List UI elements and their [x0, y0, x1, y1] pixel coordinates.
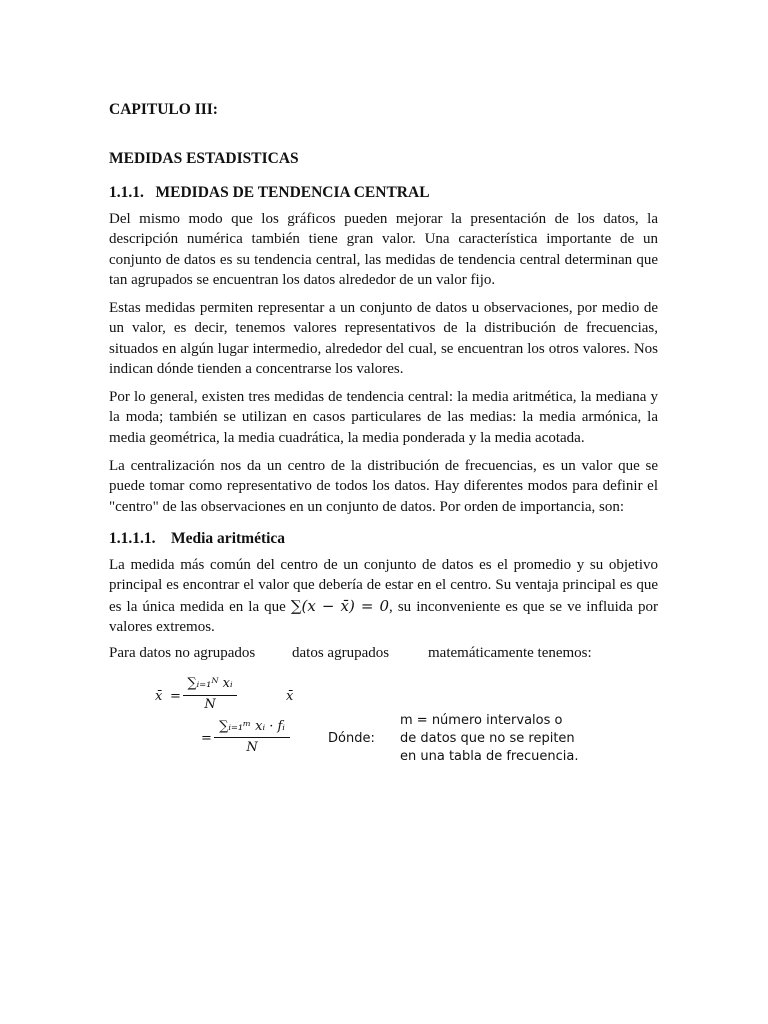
formula-2-numerator: ∑ᵢ₌₁ᵐ xᵢ · fᵢ [219, 719, 285, 734]
formula-1-fraction-bar [183, 695, 237, 696]
equals-sign-2: = [201, 731, 212, 746]
formula-1-denominator: N [204, 697, 216, 712]
donde-label: Dónde: [328, 731, 375, 746]
inline-formula: ∑(x − x̄) = 0 [290, 596, 390, 615]
formula-1-numerator: ∑ᵢ₌₁ᴺ xᵢ [187, 676, 233, 691]
definition-line-3: en una tabla de frecuencia. [400, 749, 579, 764]
equals-sign: = [170, 689, 181, 704]
paragraph-4: La centralización nos da un centro de la distribución de frecuencias, es un valor que se puede tomar como representativo de todos los datos. Hay diferentes modos para definir el "centro" de las observaciones en un conjunto de datos. Por orden de importancia, son: [109, 458, 658, 515]
subsubsection-heading: 1.1.1.1. Media aritmética [109, 530, 286, 547]
paragraph-2: Estas medidas permiten representar a un conjunto de datos u observaciones, por medio de un valor, es decir, tenemos valores representativos de la distribución de frecuencias, situados en algún lugar intermedio, alrededor del cual, se encuentran los otros valores. Nos indican dónde tienden a concentrarse los valores. [109, 300, 658, 378]
paragraph-3: Por lo general, existen tres medidas de tendencia central: la media aritmética, la mediana y la moda; también se utilizan en casos particulares de las medias: la media armónica, la media geométrica, la media cuadrática, la media ponderada y la media acotada. [109, 389, 658, 446]
label-agrupados: datos agrupados [292, 645, 390, 661]
formula-2-denominator: N [246, 740, 258, 755]
subsection-heading: 1.1.1. MEDIDAS DE TENDENCIA CENTRAL [109, 184, 430, 201]
label-no-agrupados: Para datos no agrupados [109, 645, 256, 661]
definition-line-1: m = número intervalos o [400, 713, 563, 728]
section-heading: MEDIDAS ESTADISTICAS [109, 150, 299, 167]
formula-2-fraction-bar [214, 737, 290, 738]
media-text-before: La medida más común del centro de un conjunto de datos es el promedio y su objetivo principal es encontrar el valor que debería de estar en el centro. Su ventaja principal es que es la única medida en la que [109, 557, 658, 615]
media-text-after: , su inconveniente es que se ve influida por valores extremos. [109, 598, 658, 636]
xbar-symbol: x̄ [155, 689, 163, 704]
label-matematicamente: matemáticamente tenemos: [428, 645, 592, 661]
media-paragraph [109, 555, 658, 638]
paragraph-1: Del mismo modo que los gráficos pueden mejorar la presentación de los datos, la descripción numérica también tiene gran valor. Una característica importante de un conjunto de datos es su tendencia central, las medidas de tendencia central determinan que tan agrupados se encuentran los datos alrededor de un valor fijo. [109, 211, 658, 289]
definition-line-2: de datos que no se repiten [400, 731, 575, 746]
chapter-heading: CAPITULO III: [109, 101, 218, 118]
xbar-symbol-2: x̄ [286, 689, 294, 704]
